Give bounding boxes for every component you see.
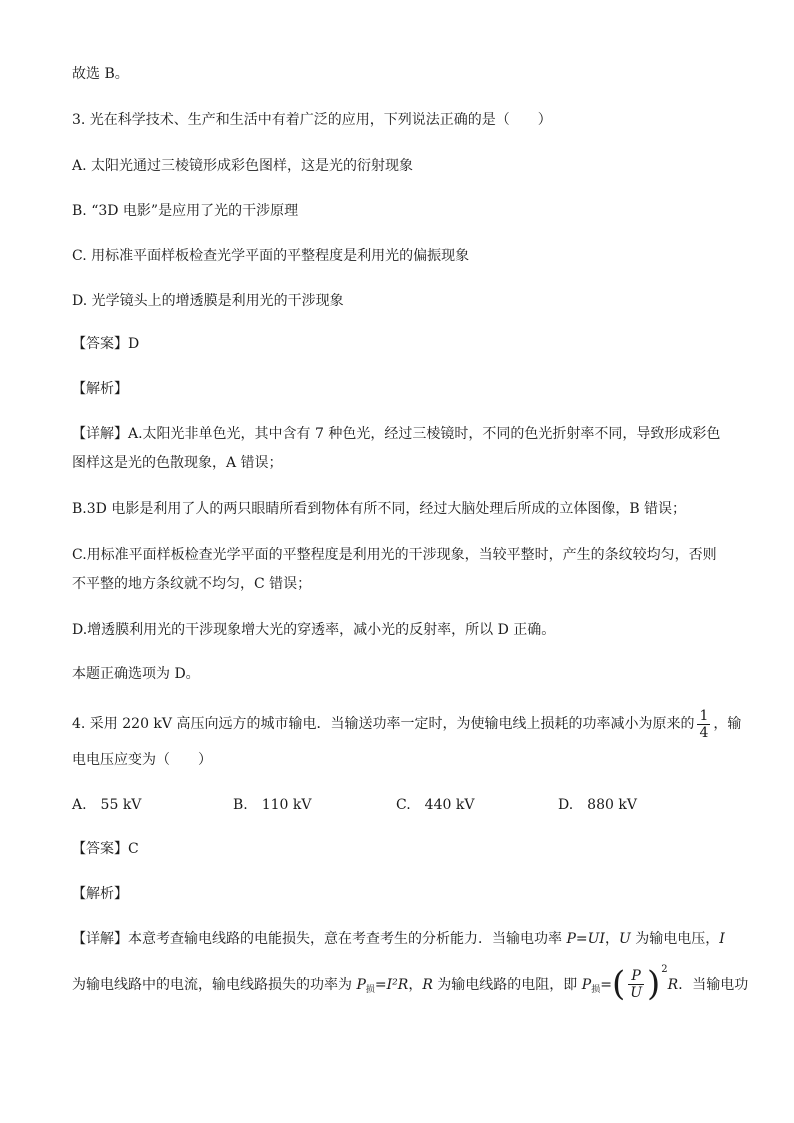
q3-detail-line-5: 不平整的地方条纹就不均匀，C 错误； [72, 576, 312, 592]
fraction-denominator: U [630, 984, 643, 1001]
q3-detail-line-3: B.3D 电影是利用了人的两只眼睛所看到物体有所不同，经过大脑处理后所成的立体图像，B 错误； [72, 501, 687, 517]
q4-analysis-tag: 【解析】 [72, 886, 128, 902]
squared-ratio [612, 962, 668, 1008]
detail-text: A.太阳光非单色光，其中含有 7 种色光，经过三棱镜时，不同的色光折射率不同，导致形成彩色 [128, 426, 721, 442]
q3-detail-line-2: 图样这是光的色散现象，A 错误； [72, 455, 283, 471]
detail-tag: 【详解】 [72, 931, 128, 947]
q3-detail-line-6: D.增透膜利用光的干涉现象增大光的穿透率，减小光的反射率，所以 D 正确。 [72, 622, 556, 638]
var-r: R [667, 977, 679, 993]
q3-stem: 3. 光在科学技术、生产和生活中有着广泛的应用，下列说法正确的是（ ） [72, 112, 552, 128]
exponent: 2 [661, 964, 668, 975]
q4-detail-line-2: 为输电线路中的电流，输电线路损失的功率为 $P_损=I^2R$，R 为输电线路的电阻，即 $P_损=$( $\frac{P}{U}$ )$^2$R．当输电功 [72, 962, 748, 1009]
q4-stem-part1: 4. 采用 220 kV 高压向远方的城市输电．当输送功率一定时，为使输电线上损耗的功率减小为原来的 [72, 716, 695, 732]
subscript-loss: 损 [591, 985, 601, 995]
q4-stem-line-2: 电电压应变为（ ） [72, 752, 212, 768]
left-paren: ( [611, 964, 626, 1004]
q4-answer [72, 839, 139, 859]
q4-detail-line-1 [72, 929, 725, 949]
q4-option-c: C. 440 kV [396, 797, 475, 813]
fraction-p-over-u [628, 968, 644, 1001]
var-p: P [581, 977, 592, 993]
intro-line: 故选 B。 [72, 66, 129, 82]
q3-option-b: B. “3D 电影”是应用了光的干涉原理 [72, 203, 299, 219]
q3-conclusion: 本题正确选项为 D。 [72, 666, 200, 682]
q4-stem-line-1 [72, 704, 741, 744]
answer-value: C [128, 841, 139, 857]
detail-text: ， [408, 977, 423, 993]
var-r: R [422, 977, 433, 993]
q4-option-a: A. 55 kV [72, 797, 142, 813]
answer-tag: 【答案】 [72, 336, 128, 352]
answer-value: D [128, 336, 140, 352]
q3-option-d: D. 光学镜头上的增透膜是利用光的干涉现象 [72, 293, 344, 309]
detail-text: ．当输电功 [678, 977, 749, 993]
q4-option-d: D. 880 kV [558, 797, 637, 813]
formula-loss: =I²R [374, 977, 409, 993]
fraction-one-quarter [697, 708, 710, 741]
q4-option-b: B. 110 kV [233, 797, 312, 813]
detail-text: ， [604, 931, 619, 947]
q3-option-a: A. 太阳光通过三棱镜形成彩色图样，这是光的衍射现象 [72, 158, 414, 174]
var-u: U [618, 931, 631, 947]
detail-text: 为输电电压， [630, 931, 720, 947]
detail-text: 为输电线路中的电流，输电线路损失的功率为 [72, 977, 357, 993]
detail-tag: 【详解】 [72, 426, 128, 442]
q3-analysis-tag: 【解析】 [72, 381, 128, 397]
q3-answer [72, 334, 139, 354]
fraction-numerator: P [628, 968, 644, 985]
detail-text: 本意考查输电线路的电能损失，意在考查考生的分析能力．当输电功率 [128, 931, 567, 947]
answer-tag: 【答案】 [72, 841, 128, 857]
fraction-denominator: 4 [699, 724, 709, 741]
q3-detail-line-1 [72, 424, 720, 444]
formula-p-ui: P=UI [566, 931, 605, 947]
subscript-loss: 损 [365, 985, 375, 995]
var-i: I [719, 931, 725, 947]
q3-detail-line-4: C.用标准平面样板检查光学平面的平整程度是利用光的干涉现象，当较平整时，产生的条纹较均匀，否则 [72, 547, 717, 563]
detail-text: 为输电线路的电阻，即 [432, 977, 582, 993]
right-paren: ) [647, 964, 661, 1004]
q3-option-c: C. 用标准平面样板检查光学平面的平整程度是利用光的偏振现象 [72, 248, 470, 264]
var-p: P [356, 977, 366, 993]
q4-stem-part2: ，输 [713, 716, 742, 732]
fraction-numerator: 1 [699, 707, 709, 724]
